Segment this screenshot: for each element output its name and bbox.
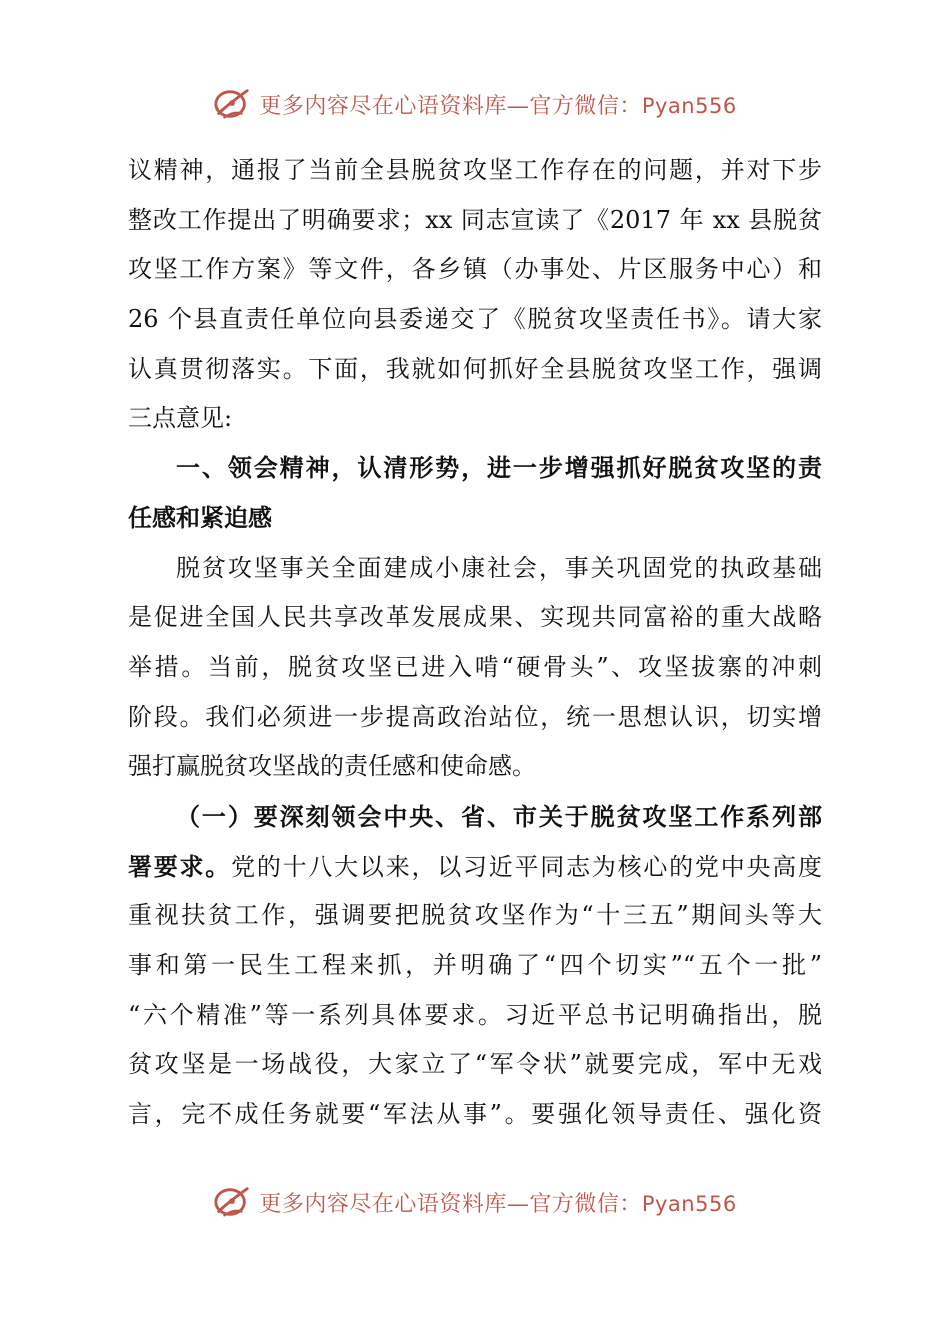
paragraph-line: 认真贯彻落实。下面，我就如何抓好全县脱贫攻坚工作，强调 [128,354,822,383]
brush-logo-icon [213,1183,251,1221]
paragraph-line: 是促进全国人民共享改革发展成果、实现共同富裕的重大战略 [128,603,822,632]
brush-logo-icon [213,85,251,123]
paragraph-line: 整改工作提出了明确要求；xx 同志宣读了《2017 年 xx 县脱贫 [128,205,822,234]
paragraph-line: 强打赢脱贫攻坚战的责任感和使命感。 [128,752,536,781]
paragraph-line: “六个精准”等一系列具体要求。习近平总书记明确指出，脱 [128,1000,822,1029]
paragraph-text: 党的十八大以来，以习近平同志为核心的党中央高度 [231,852,822,881]
section-heading: 任感和紧迫感 [128,503,272,532]
paragraph-line: 阶段。我们必须进一步提高政治站位，统一思想认识，切实增 [128,702,822,731]
paragraph-line: 议精神，通报了当前全县脱贫攻坚工作存在的问题，并对下步 [128,156,822,184]
watermark-cn: 更多内容尽在心语资料库—官方微信： [259,93,642,119]
watermark-wechat-id: Pyan556 [641,93,737,118]
paragraph-line: 贫攻坚是一场战役，大家立了“军令状”就要完成，军中无戏 [128,1050,822,1079]
subsection-heading: （一）要深刻领会中央、省、市关于脱贫攻坚工作系列部 [176,801,822,831]
document-body [128,146,822,1140]
paragraph-line: 事和第一民生工程来抓，并明确了“四个切实”“五个一批” [128,951,822,979]
watermark-header [0,82,950,126]
watermark-cn: 更多内容尽在心语资料库—官方微信： [259,1191,642,1217]
watermark-wechat-id: Pyan556 [641,1191,737,1216]
paragraph-line: 三点意见: [128,404,233,433]
paragraph-line: 脱贫攻坚事关全面建成小康社会，事关巩固党的执政基础 [176,553,822,582]
paragraph-line: 言，完不成任务就要“军法从事”。要强化领导责任、强化资 [128,1100,822,1129]
watermark-text [259,89,736,120]
watermark-text [259,1187,736,1218]
paragraph-line: 重视扶贫工作，强调要把脱贫攻坚作为“十三五”期间头等大 [128,901,822,930]
section-heading: 一、领会精神，认清形势，进一步增强抓好脱贫攻坚的责 [176,454,822,483]
subsection-heading-tail: 署要求。 [128,851,232,881]
paragraph-line: 举措。当前，脱贫攻坚已进入啃“硬骨头”、攻坚拔寨的冲刺 [128,652,822,681]
paragraph-line: 26 个县直责任单位向县委递交了《脱贫攻坚责任书》。请大家 [128,305,822,334]
paragraph-line [128,842,822,892]
watermark-footer [0,1180,950,1224]
paragraph-line: 攻坚工作方案》等文件，各乡镇（办事处、片区服务中心）和 [128,255,822,284]
